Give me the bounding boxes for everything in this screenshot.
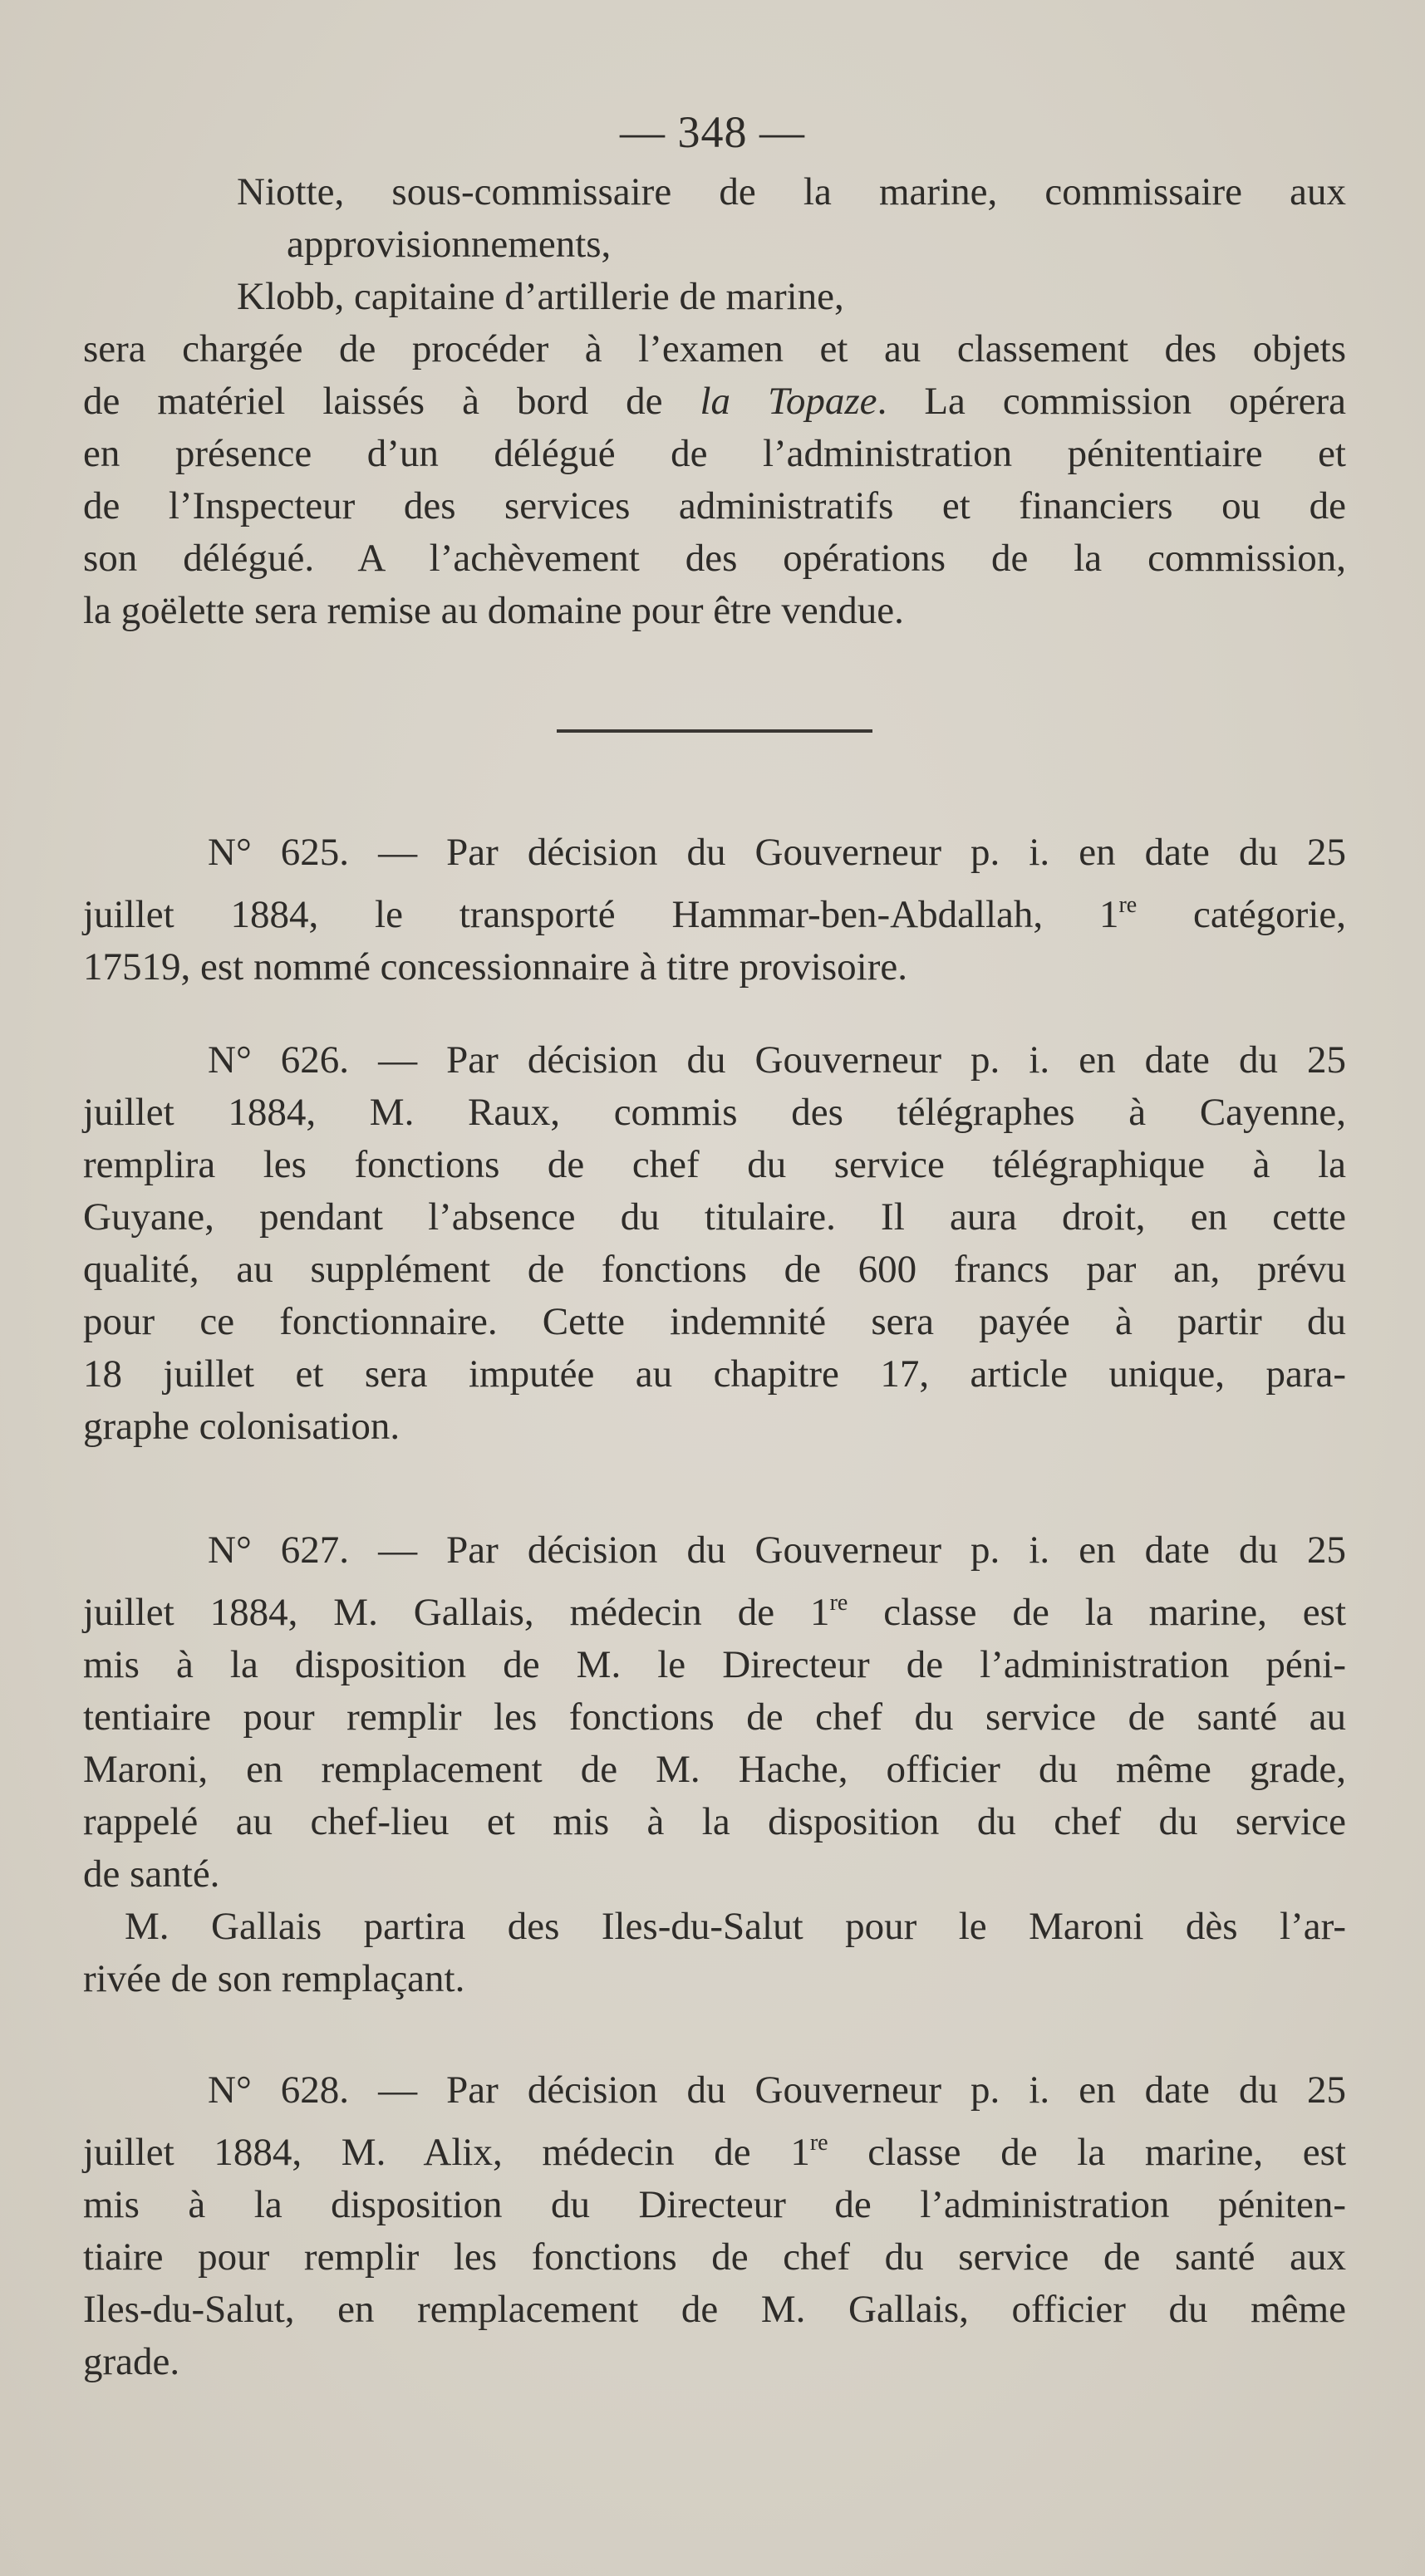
decision-627-line-2: [83, 1577, 1346, 1639]
decision-625-line-2b: catégorie,: [1137, 893, 1346, 936]
intro-line-5: [83, 375, 1346, 428]
decision-626-line-4: Guyane, pendant l’absence du titulaire. Il aura droit, en cette: [83, 1195, 1346, 1239]
decision-628-line-2b: classe de la marine, est: [828, 2131, 1346, 2174]
decision-625-line-2: [83, 879, 1346, 941]
intro-line-4: sera chargée de procéder à l’examen et au classement des objets: [83, 327, 1346, 370]
decision-625: [83, 827, 1346, 994]
decision-625-line-2a: juillet 1884, le transporté Hammar-ben-Abdallah, 1: [83, 893, 1119, 936]
decision-626-line-7: 18 juillet et sera imputée au chapitre 17, article unique, para-: [83, 1352, 1346, 1396]
decision-628: [83, 2064, 1346, 2388]
decision-628-line-1: N° 628. — Par décision du Gouverneur p. i. en date du 25: [208, 2068, 1346, 2112]
page-number: — 348 —: [620, 107, 805, 157]
decision-627-line-9: rivée de son remplaçant.: [83, 1957, 465, 2000]
intro-line-2: approvisionnements,: [287, 223, 612, 266]
decision-627-line-3: mis à la disposition de M. le Directeur de l’administration péni-: [83, 1643, 1346, 1686]
decision-626-line-3: remplira les fonctions de chef du service télégraphique à la: [83, 1143, 1346, 1186]
decision-627-line-4: tentiaire pour remplir les fonctions de chef du service de santé au: [83, 1695, 1346, 1739]
decision-626-line-1: N° 626. — Par décision du Gouverneur p. i. en date du 25: [208, 1038, 1346, 1082]
decision-627-line-8: M. Gallais partira des Iles-du-Salut pour le Maroni dès l’ar-: [125, 1905, 1346, 1948]
intro-line-7: de l’Inspecteur des services administratifs et financiers ou de: [83, 484, 1346, 527]
decision-625-line-3: 17519, est nommé concessionnaire à titre provisoire.: [83, 945, 907, 989]
decision-628-line-6: grade.: [83, 2340, 180, 2383]
intro-line-6: en présence d’un délégué de l’administration pénitentiaire et: [83, 432, 1346, 475]
intro-line-5c: . La commission opérera: [877, 380, 1346, 423]
intro-line-8: son délégué. A l’achèvement des opérations de la commission,: [83, 537, 1346, 580]
decision-627: [83, 1524, 1346, 2005]
decision-626: [83, 1034, 1346, 1453]
decision-626-line-6: pour ce fonctionnaire. Cette indemnité sera payée à partir du: [83, 1300, 1346, 1343]
intro-paragraph: [83, 166, 1346, 637]
ship-name: la Topaze: [700, 380, 877, 423]
intro-line-9: la goëlette sera remise au domaine pour être vendue.: [83, 589, 904, 632]
decision-627-line-2b: classe de la marine, est: [848, 1591, 1347, 1634]
intro-line-5a: de matériel laissés à bord de: [83, 380, 700, 423]
superscript: re: [809, 2130, 828, 2156]
decision-628-line-5: Iles-du-Salut, en remplacement de M. Gallais, officier du même: [83, 2288, 1346, 2331]
superscript: re: [829, 1590, 848, 1616]
decision-628-line-2a: juillet 1884, M. Alix, médecin de 1: [83, 2131, 810, 2174]
decision-628-line-2: [83, 2117, 1346, 2179]
decision-627-line-2a: juillet 1884, M. Gallais, médecin de 1: [83, 1591, 830, 1634]
decision-628-line-3: mis à la disposition du Directeur de l’administration péniten-: [83, 2183, 1346, 2226]
decision-625-line-1: N° 625. — Par décision du Gouverneur p. i. en date du 25: [208, 831, 1346, 874]
intro-line-1: Niotte, sous-commissaire de la marine, commissaire aux: [237, 170, 1346, 213]
decision-628-line-4: tiaire pour remplir les fonctions de chef du service de santé aux: [83, 2235, 1346, 2279]
decision-627-line-1: N° 627. — Par décision du Gouverneur p. i. en date du 25: [208, 1528, 1346, 1572]
decision-626-line-2: juillet 1884, M. Raux, commis des télégraphes à Cayenne,: [83, 1091, 1346, 1134]
section-divider: [557, 729, 872, 733]
intro-line-3: Klobb, capitaine d’artillerie de marine,: [237, 275, 844, 318]
decision-626-line-5: qualité, au supplément de fonctions de 600 francs par an, prévu: [83, 1248, 1346, 1291]
decision-627-line-7: de santé.: [83, 1852, 220, 1896]
superscript: re: [1118, 892, 1138, 918]
decision-627-line-5: Maroni, en remplacement de M. Hache, officier du même grade,: [83, 1748, 1346, 1791]
decision-626-line-8: graphe colonisation.: [83, 1405, 400, 1448]
decision-627-line-6: rappelé au chef-lieu et mis à la disposition du chef du service: [83, 1800, 1346, 1843]
